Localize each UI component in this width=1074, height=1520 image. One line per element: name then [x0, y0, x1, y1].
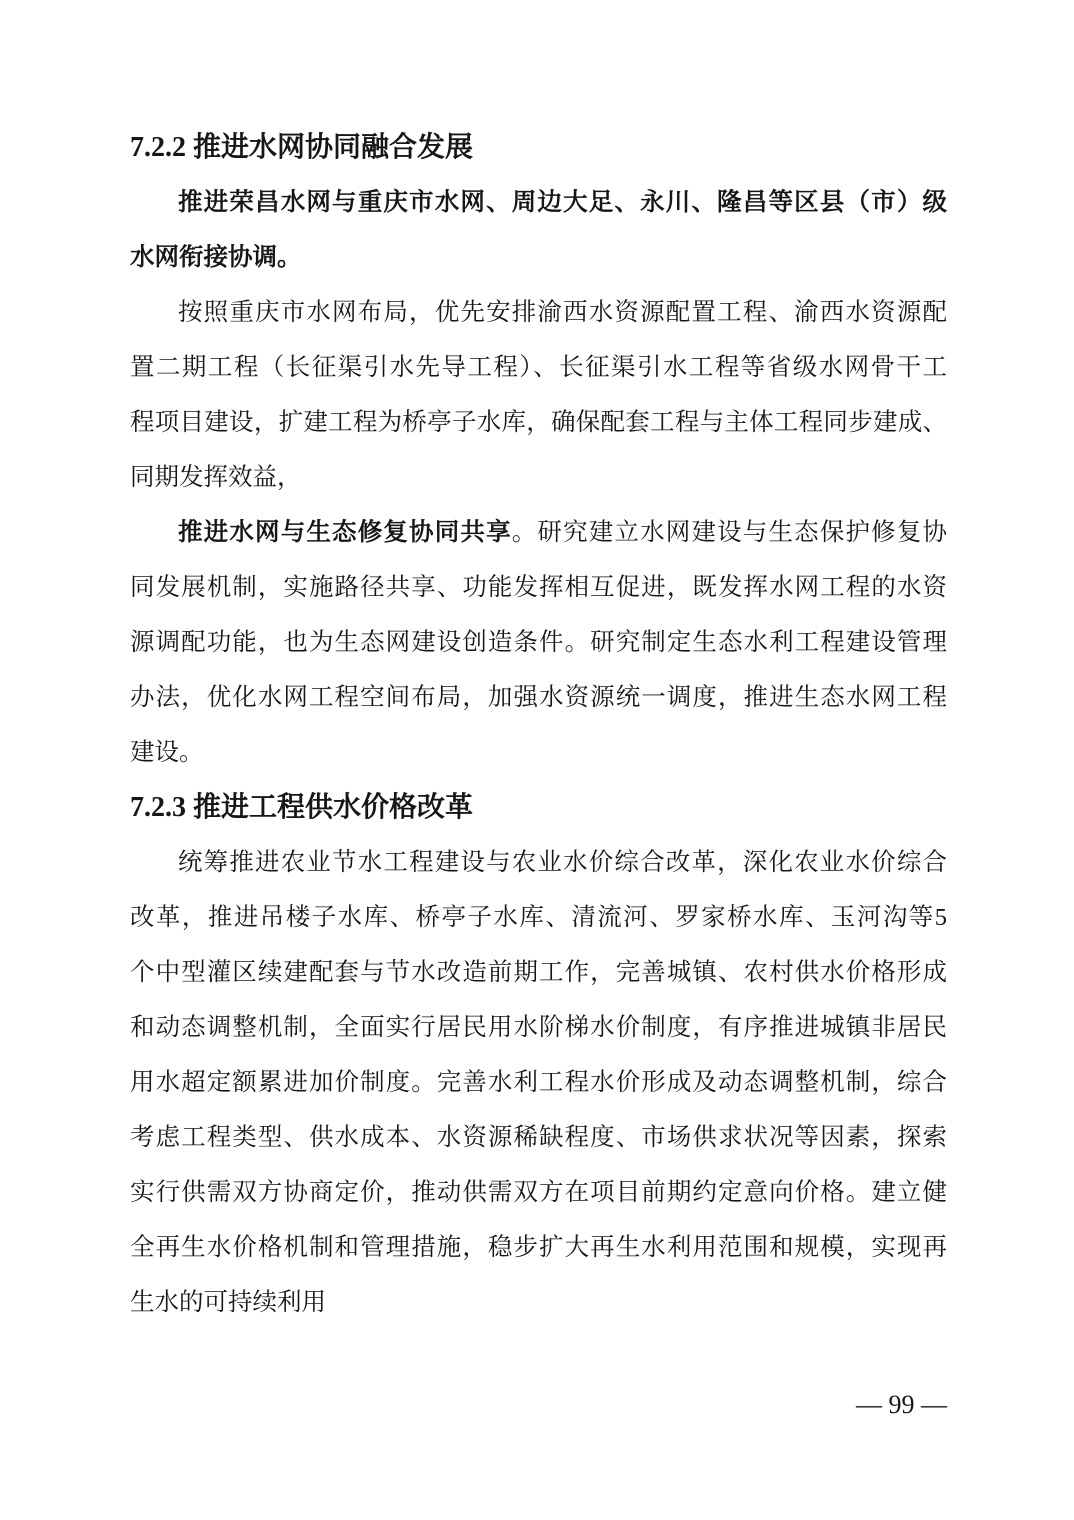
body-paragraph-line: 考虑工程类型、供水成本、水资源稀缺程度、市场供求状况等因素，探索 — [130, 1124, 947, 1151]
body-paragraph-line: 统筹推进农业节水工程建设与农业水价综合改革，深化农业水价综合 — [178, 849, 947, 876]
page-body — [130, 120, 947, 1330]
body-paragraph-line: 置二期工程（长征渠引水先导工程）、长征渠引水工程等省级水网骨干工 — [130, 354, 947, 381]
emphasis-paragraph-line: 推进荣昌水网与重庆市水网、周边大足、永川、隆昌等区县（市）级 — [178, 189, 947, 216]
body-paragraph-line: 按照重庆市水网布局，优先安排渝西水资源配置工程、渝西水资源配 — [178, 299, 947, 326]
body-paragraph-line: 改革，推进吊楼子水库、桥亭子水库、清流河、罗家桥水库、玉河沟等5 — [130, 904, 947, 931]
body-paragraph-line: 建设。 — [130, 739, 204, 766]
bold-lead-phrase: 推进水网与生态修复协同共享 — [178, 519, 512, 546]
body-paragraph-line: 全再生水价格机制和管理措施，稳步扩大再生水利用范围和规模，实现再 — [130, 1234, 947, 1261]
body-paragraph-line: 用水超定额累进加价制度。完善水利工程水价形成及动态调整机制，综合 — [130, 1069, 947, 1096]
body-paragraph-line: 同期发挥效益， — [130, 464, 302, 491]
section-heading-7-2-3: 7.2.3 推进工程供水价格改革 — [130, 792, 474, 823]
body-paragraph-line: 个中型灌区续建配套与节水改造前期工作，完善城镇、农村供水价格形成 — [130, 959, 947, 986]
body-paragraph-line: 办法，优化水网工程空间布局，加强水资源统一调度，推进生态水网工程 — [130, 684, 947, 711]
body-paragraph-line: 实行供需双方协商定价，推动供需双方在项目前期约定意向价格。建立健 — [130, 1179, 947, 1206]
emphasis-paragraph-line: 水网衔接协调。 — [130, 244, 302, 271]
body-paragraph-line: 同发展机制，实施路径共享、功能发挥相互促进，既发挥水网工程的水资 — [130, 574, 947, 601]
section-heading-7-2-2: 7.2.2 推进水网协同融合发展 — [130, 132, 474, 163]
body-paragraph-line: 和动态调整机制，全面实行居民用水阶梯水价制度，有序推进城镇非居民 — [130, 1014, 947, 1041]
body-paragraph-line: 生水的可持续利用 — [130, 1289, 326, 1316]
body-paragraph-line: 源调配功能，也为生态网建设创造条件。研究制定生态水利工程建设管理 — [130, 629, 947, 656]
body-text-span: 。研究建立水网建设与生态保护修复协 — [511, 519, 947, 546]
body-paragraph-line: 程项目建设，扩建工程为桥亭子水库，确保配套工程与主体工程同步建成、 — [130, 409, 947, 436]
page-number: — 99 — — [856, 1390, 947, 1419]
body-paragraph-line — [130, 505, 947, 560]
